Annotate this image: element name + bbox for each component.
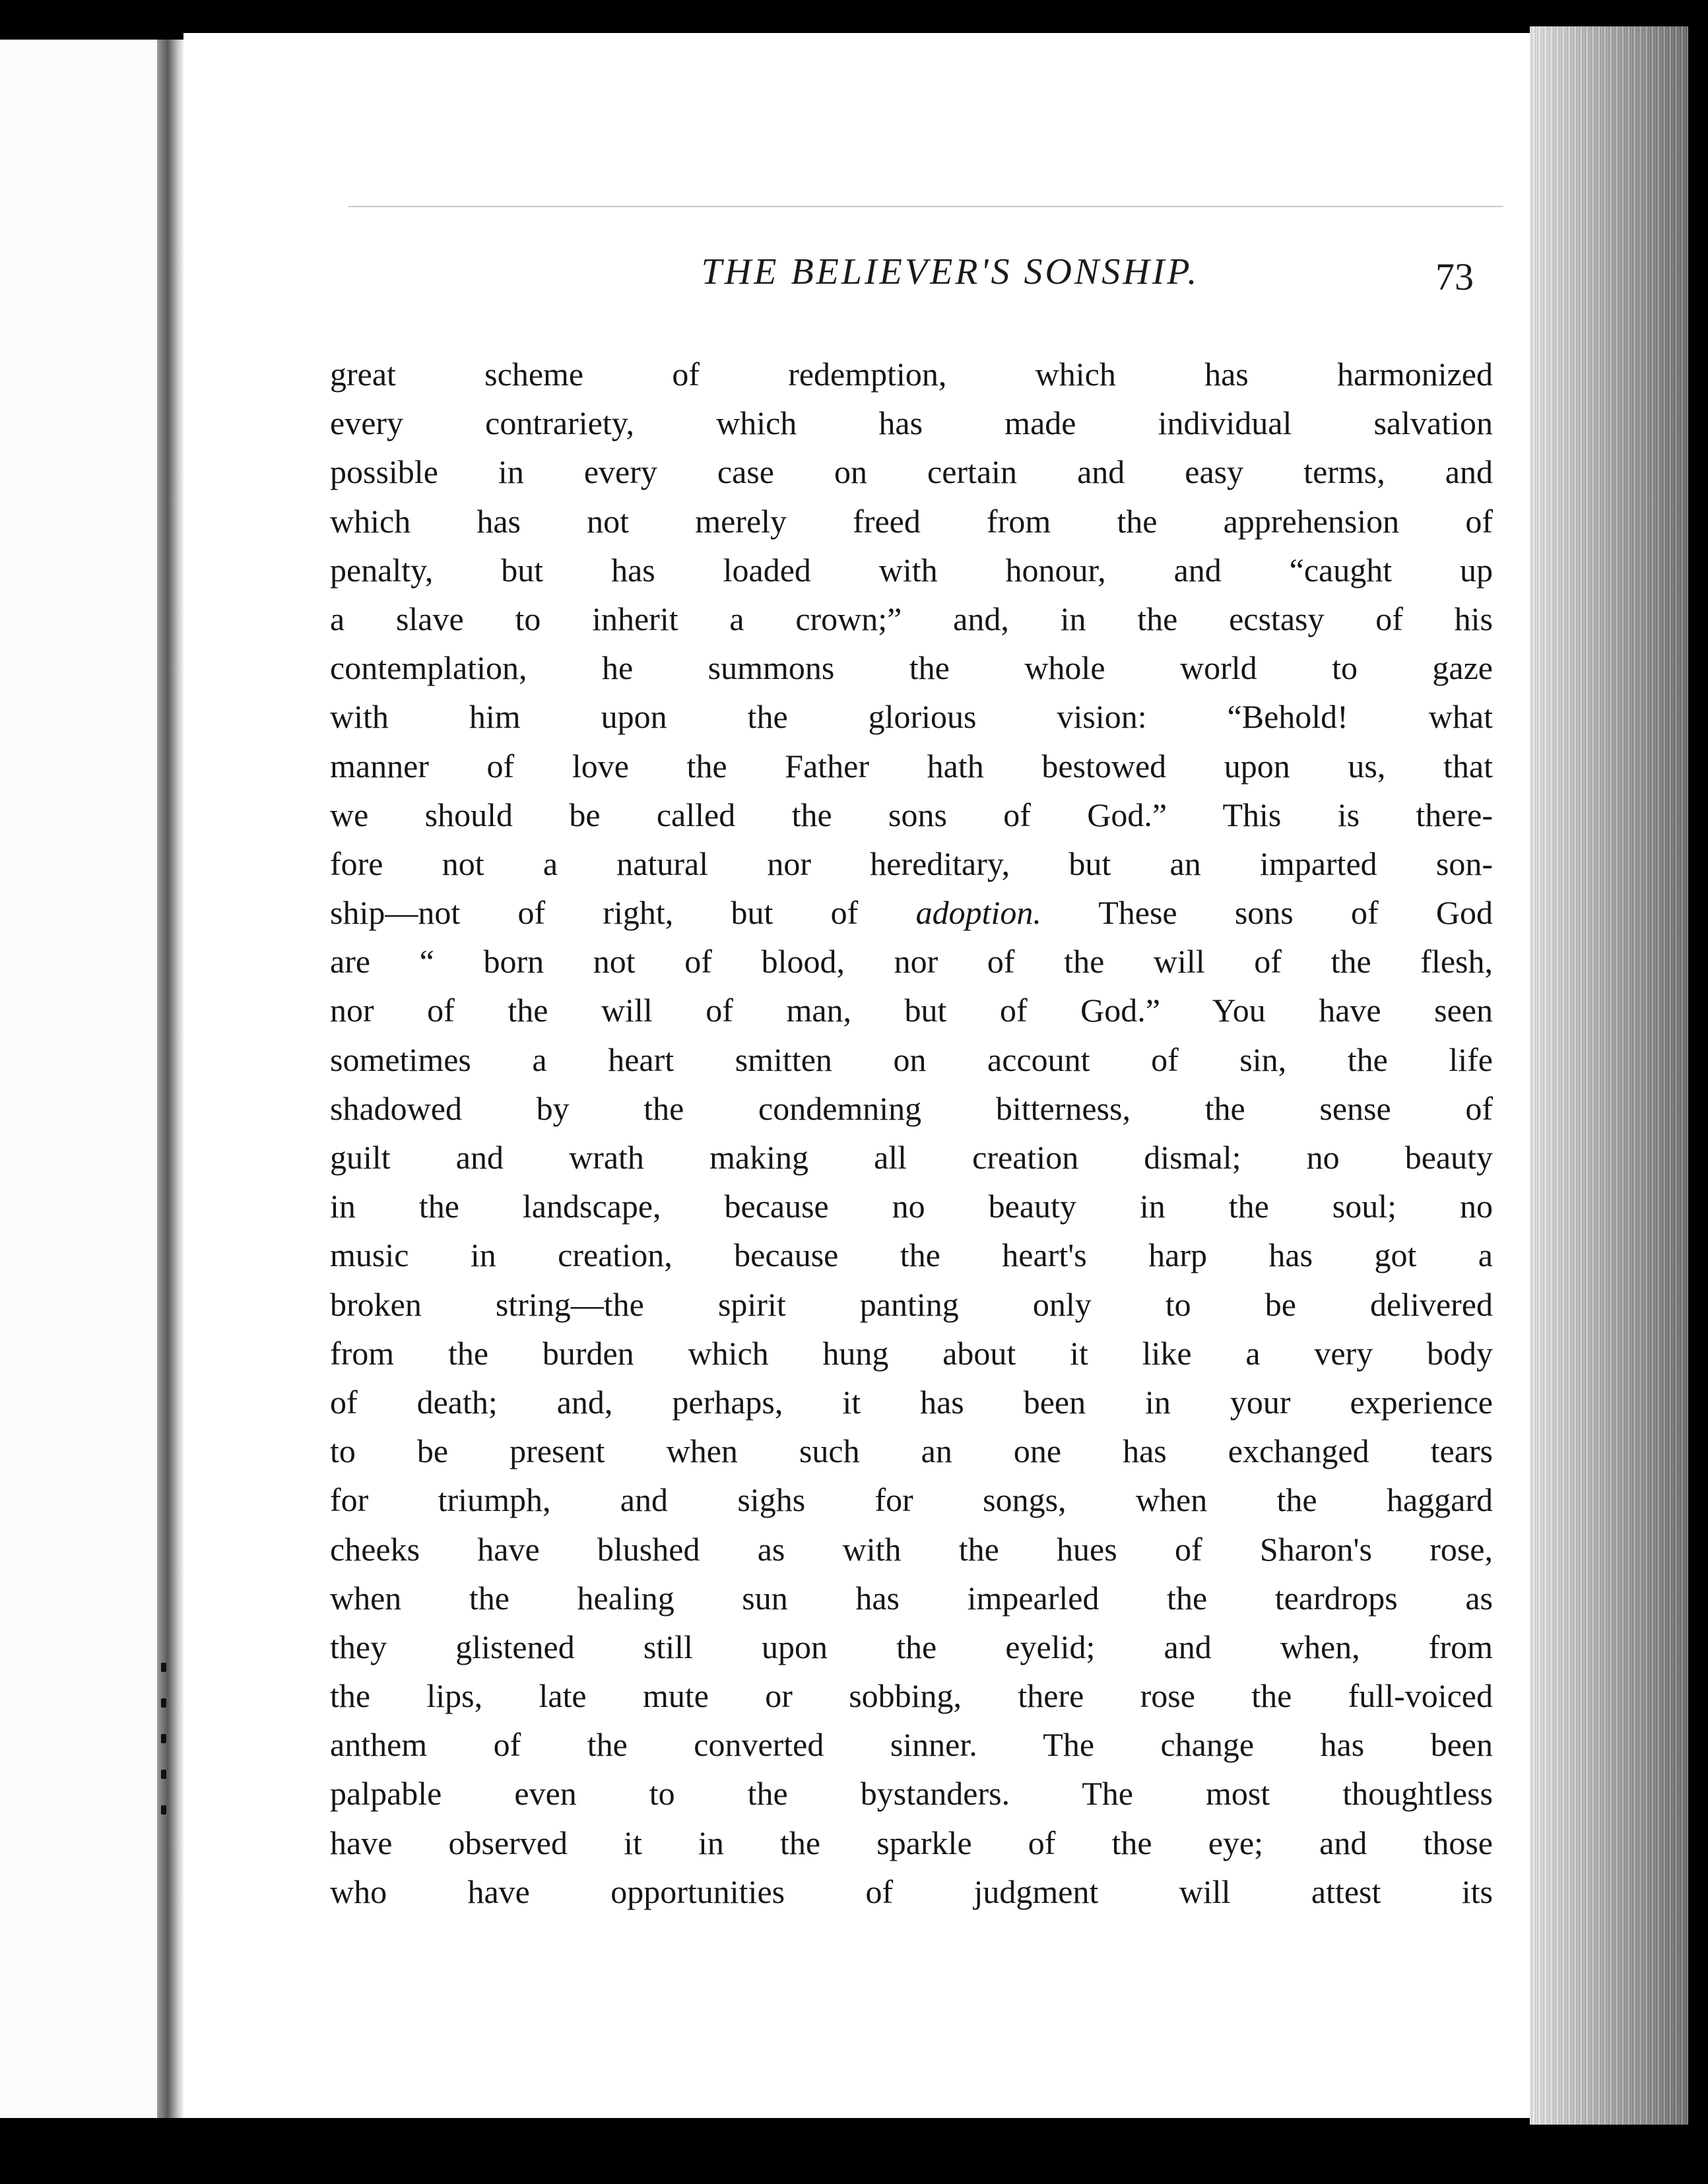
page-stack-edges <box>1530 26 1688 2125</box>
text-line: nor of the will of man, but of God.” You have seen <box>330 992 1493 1029</box>
gutter-mark <box>161 1663 166 1672</box>
gutter-mark <box>161 1698 166 1708</box>
gutter-mark <box>161 1734 166 1743</box>
line-lead: ship—not of right, but of <box>330 894 859 932</box>
text-line: fore not a natural nor hereditary, but an imparted son- <box>330 845 1493 882</box>
text-line: anthem of the converted sinner. The change has been <box>330 1726 1493 1764</box>
text-line: palpable even to the bystanders. The most thoughtless <box>330 1775 1493 1813</box>
text-line: from the burden which hung about it like a very body <box>330 1334 1493 1372</box>
text-line: for triumph, and sighs for songs, when the haggard <box>330 1481 1493 1519</box>
text-line: with him upon the glorious vision: “Behold! what <box>330 698 1493 736</box>
text-line: guilt and wrath making all creation dismal; no beauty <box>330 1139 1493 1176</box>
text-line: sometimes a heart smitten on account of sin, the life <box>330 1041 1493 1078</box>
text-line: of death; and, perhaps, it has been in your experience <box>330 1383 1493 1421</box>
gutter-mark <box>161 1770 166 1779</box>
text-line: music in creation, because the heart's harp has got a <box>330 1237 1493 1274</box>
text-line: they glistened still upon the eyelid; and when, from <box>330 1628 1493 1665</box>
text-line: every contrariety, which has made individual salvation <box>330 404 1493 442</box>
text-line: are “ born not of blood, nor of the will of the flesh, <box>330 943 1493 980</box>
gutter-marks <box>157 1663 174 1940</box>
book-gutter <box>157 40 183 2118</box>
text-line: possible in every case on certain and easy terms, and <box>330 453 1493 491</box>
text-line: contemplation, he summons the whole world to gaze <box>330 649 1493 687</box>
gutter-mark <box>161 1805 166 1815</box>
text-line: cheeks have blushed as with the hues of Sharon's rose, <box>330 1530 1493 1568</box>
text-line: in the landscape, because no beauty in the soul; no <box>330 1188 1493 1225</box>
text-line: who have opportunities of judgment will attest its <box>330 1873 1493 1910</box>
previous-page-edge <box>0 40 158 2118</box>
book-page <box>183 33 1530 2118</box>
text-line: shadowed by the condemning bitterness, the sense of <box>330 1089 1493 1127</box>
line-tail: These sons of God <box>1098 894 1493 932</box>
text-line: a slave to inherit a crown;” and, in the ecstasy of his <box>330 600 1493 637</box>
header-rule <box>348 206 1503 207</box>
text-line-with-italic <box>330 888 1493 937</box>
text-line: manner of love the Father hath bestowed upon us, that <box>330 747 1493 785</box>
text-line: have observed it in the sparkle of the eye; and those <box>330 1824 1493 1861</box>
text-line: when the healing sun has impearled the teardrops as <box>330 1579 1493 1617</box>
running-head: THE BELIEVER'S SONSHIP. <box>701 251 1200 292</box>
text-line: penalty, but has loaded with honour, and “caught up <box>330 551 1493 589</box>
page-number: 73 <box>1435 255 1474 298</box>
text-line: we should be called the sons of God.” This is there- <box>330 796 1493 833</box>
italic-word: adoption. <box>915 894 1041 932</box>
body-text <box>330 350 1493 1916</box>
text-line: the lips, late mute or sobbing, there rose the full-voiced <box>330 1677 1493 1715</box>
text-line: to be present when such an one has exchanged tears <box>330 1432 1493 1470</box>
text-line: which has not merely freed from the apprehension of <box>330 502 1493 540</box>
text-line: great scheme of redemption, which has harmonized <box>330 356 1493 393</box>
text-line: broken string—the spirit panting only to be delivered <box>330 1285 1493 1323</box>
